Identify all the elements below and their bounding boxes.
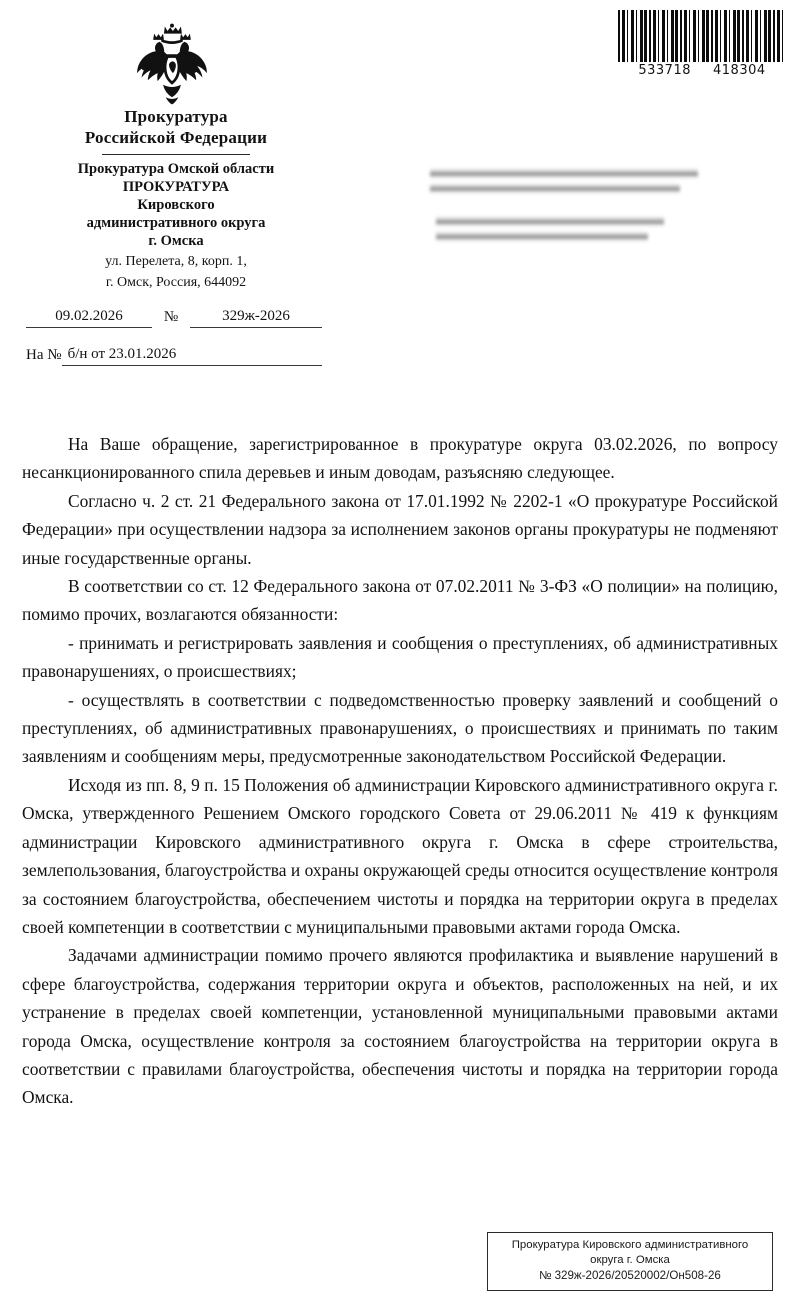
addressee-redacted-block [430, 168, 700, 246]
stamp-number-row [496, 1269, 764, 1284]
stamp-number-sign: № [539, 1269, 552, 1282]
barcode-left-digits: 533718 [638, 63, 691, 78]
organization-sub-line3: Кировского [137, 197, 215, 213]
incoming-reference-value: б/н от 23.01.2026 [62, 346, 322, 366]
letter-body [22, 430, 778, 1112]
body-paragraph: Исходя из пп. 8, 9 п. 15 Положения об администрации Кировского административного округа г. Омска, утвержденного Решением Омского городского Совета от 29.06.2011 № 419 к функциям администрации Кировского административного округа г. Омска в сфере строительства, землепользования, благоустройства и охраны окружающей среды относится осуществление контроля за состоянием благоустройства, обеспечением чистоты и порядка на территории округа в пределах своей компетенции в соответствии с муниципальными правовыми актами города Омска. [22, 774, 778, 937]
organization-sub-line2: ПРОКУРАТУРА [122, 179, 230, 195]
stamp-line1: Прокуратура Кировского административного [511, 1239, 749, 1251]
barcode-digits [618, 63, 786, 78]
body-paragraph: В соответствии со ст. 12 Федерального закона от 07.02.2011 № 3-ФЗ «О полиции» на полицию, помимо прочих, возлагаются обязанности: [22, 576, 778, 625]
redacted-line [436, 231, 648, 242]
body-paragraph-bullet: - осуществлять в соответствии с подведомственностью проверку заявлений и сообщений о преступлениях, об административных правонарушениях, о происшествиях и принимать по таким заявлениям и сообщениям меры, предусмотренные законодательством Российской Федерации. [22, 689, 778, 767]
reference-block [26, 306, 322, 366]
address-line1: ул. Перелета, 8, корп. 1, [105, 254, 247, 269]
coat-of-arms-icon [126, 22, 218, 108]
body-paragraph: Согласно ч. 2 ст. 21 Федерального закона от 17.01.1992 № 2202-1 «О прокуратуре Российской Федерации» при осуществлении надзора за исполнением законов органы прокуратуры не подменяют иные государственные органы. [22, 490, 778, 568]
document-barcode [618, 10, 786, 78]
organization-sub-line5: г. Омска [148, 233, 204, 249]
document-date: 09.02.2026 [26, 308, 152, 328]
registration-stamp [487, 1232, 773, 1291]
barcode-right-digits: 418304 [713, 63, 766, 78]
number-sign: № [163, 309, 179, 325]
reference-row-outgoing [26, 306, 322, 328]
organization-title-line2: Российской Федерации [84, 128, 268, 147]
organization-sub-line1: Прокуратура Омской области [77, 161, 275, 177]
body-paragraph: На Ваше обращение, зарегистрированное в прокуратуре округа 03.02.2026, по вопросу несанкционированного спила деревьев и иным доводам, разъясняю следующее. [22, 434, 778, 483]
reference-row-incoming [26, 344, 322, 366]
barcode-bars [618, 10, 786, 62]
body-paragraph-bullet: - принимать и регистрировать заявления и сообщения о преступлениях, об административных правонарушениях, о происшествиях; [22, 632, 778, 682]
organization-title-line1: Прокуратура [124, 107, 228, 126]
stamp-line2: округа г. Омска [590, 1253, 670, 1266]
body-paragraph: Задачами администрации помимо прочего являются профилактика и выявление нарушений в сфере благоустройства, содержания территории округа и объектов, расположенных на ней, и их устранение в пределах своей компетенции, установленной муниципальными правовыми актами города Омска, осуществление контроля за состоянием благоустройства на территории округа в соответствии с правилами благоустройства, обеспечения чистоты и порядка на территории города Омска. [22, 945, 778, 1108]
document-number: 329ж-2026 [190, 308, 322, 328]
redacted-line [430, 183, 680, 194]
redacted-line [436, 216, 664, 227]
redacted-line [430, 168, 698, 179]
incoming-reference-label: На № [26, 347, 62, 363]
stamp-number: 329ж-2026/20520002/Он508-26 [554, 1269, 721, 1282]
letterhead [26, 106, 326, 292]
address-line2: г. Омск, Россия, 644092 [105, 275, 247, 290]
letterhead-divider [102, 154, 250, 155]
organization-sub-line4: административного округа [86, 215, 266, 231]
